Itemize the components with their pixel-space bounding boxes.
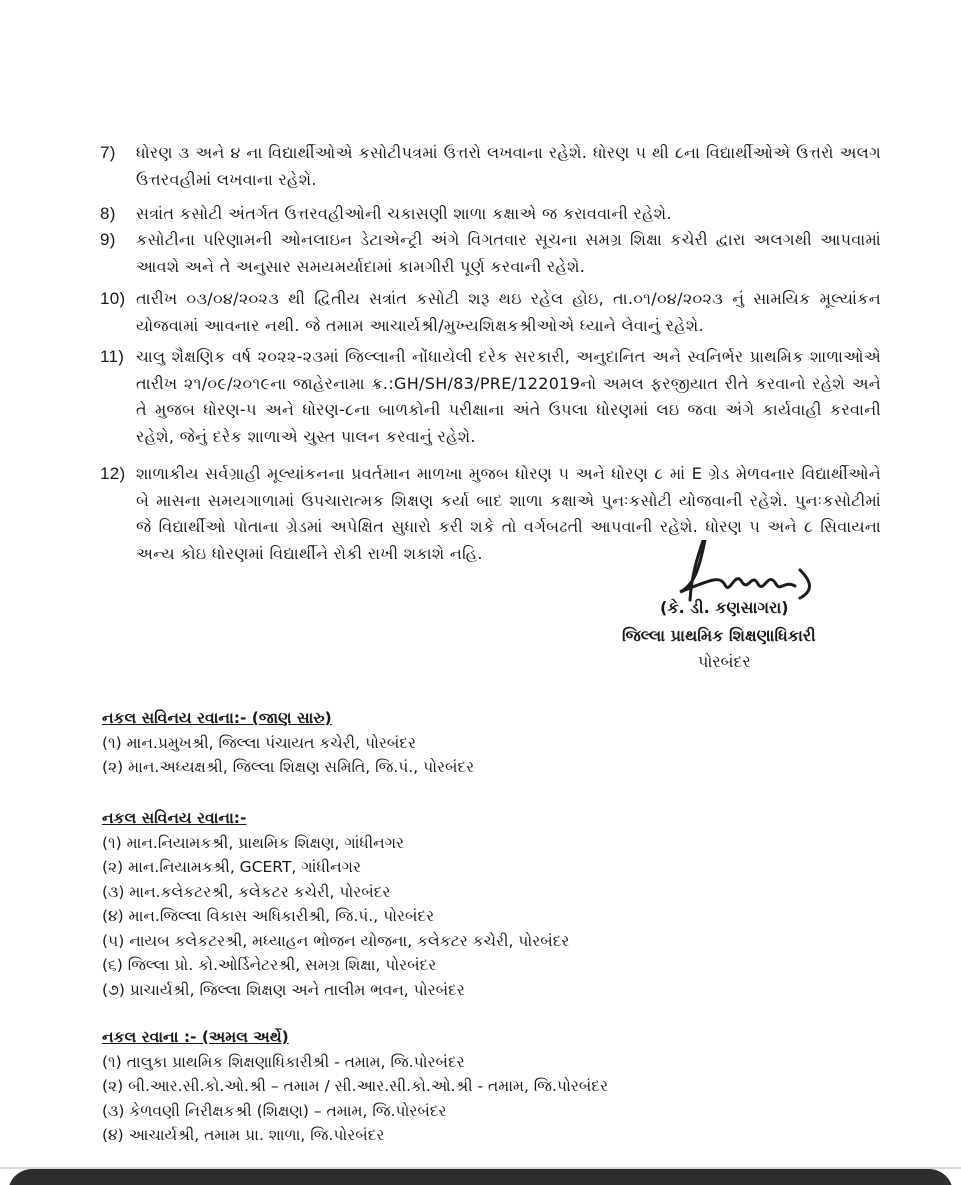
instruction-item <box>100 227 881 280</box>
officer-designation: જિલ્લા પ્રાથમિક શિક્ષણાધિકારી <box>622 626 816 645</box>
instruction-item <box>100 344 881 450</box>
instruction-item <box>100 286 881 339</box>
cc-item: (૪) માન.જિલ્લા વિકાસ અધિકારીશ્રી, જિ.પં., પોરબંદર <box>102 907 435 925</box>
bottom-panel <box>8 1169 953 1185</box>
instruction-text: ધોરણ ૩ અને ૪ ના વિદ્યાર્થીઓએ કસોટીપત્રમાં ઉત્તરો લખવાના રહેશે. ધોરણ ૫ થી ૮ના વિદ્યાર્થીઓએ ઉત્તરો અલગ ઉત્તરવહીમાં લખવાના રહેશે. <box>136 143 881 189</box>
instruction-number: 12) <box>100 464 126 483</box>
cc-group <box>102 1025 608 1148</box>
cc-item: (૪) આચાર્યશ્રી, તમામ પ્રા. શાળા, જિ.પોરબંદર <box>102 1126 385 1144</box>
instruction-number: 7) <box>100 143 116 162</box>
instruction-text: ચાલુ શૈક્ષણિક વર્ષ ૨૦૨૨-૨૩માં જિલ્લાની નોંધાયેલી દરેક સરકારી, અનુદાનિત અને સ્વનિર્ભર પ્રાથમિક શાળાઓએ તારીખ ૨૧/૦૯/૨૦૧૯ના જાહેરનામા ક્ર.:GH/SH/83/PRE/122019નો અમલ ફરજીયાત રીતે કરવાનો રહેશે અને તે મુજબ ધોરણ-૫ અને ધોરણ-૮ના બાળકોની પરીક્ષાના અંતે ઉપલા ધોરણમાં લઇ જવા અંગે કાર્યવાહી કરવાની રહેશે, જેનું દરેક શાળાએ ચુસ્ત પાલન કરવાનું રહેશે. <box>136 347 881 446</box>
instruction-number: 10) <box>100 289 126 308</box>
cc-item: (૩) કેળવણી નિરીક્ષકશ્રી (શિક્ષણ) – તમામ, જિ.પોરબંદર <box>102 1101 447 1120</box>
cc-item: (૩) માન.કલેકટરશ્રી, કલેકટર કચેરી, પોરબંદર <box>102 882 391 901</box>
officer-name: (કે. ડી. કણસાગરા) <box>660 598 789 617</box>
cc-heading: નકલ સવિનય રવાના:- (જાણ સારુ) <box>102 709 332 727</box>
instruction-text: સત્રાંત કસોટી અંતર્ગત ઉત્તરવહીઓની ચકાસણી શાળા કક્ષાએ જ કરાવવાની રહેશે. <box>136 204 672 223</box>
cc-item: (૨) બી.આર.સી.કો.ઓ.શ્રી – તમામ / સી.આર.સી.કો.ઓ.શ્રી - તમામ, જિ.પોરબંદર <box>102 1077 608 1095</box>
cc-item: (૫) નાયબ કલેકટરશ્રી, મધ્યાહન ભોજન યોજના, કલેકટર કચેરી, પોરબંદર <box>102 931 570 950</box>
cc-item: (૨) માન.નિયામકશ્રી, GCERT, ગાંધીનગર <box>102 858 361 876</box>
cc-item: (૧) તાલુકા પ્રાથમિક શિક્ષણાધિકારીશ્રી - તમામ, જિ.પોરબંદર <box>102 1052 465 1071</box>
instruction-text: શાળાકીય સર્વગ્રાહી મૂલ્યાંકનના પ્રવર્તમાન માળખા મુજબ ધોરણ ૫ અને ધોરણ ૮ માં E ગ્રેડ મેળવનાર વિદ્યાર્થીઓને બે માસના સમયગાળામાં ઉપચારાત્મક શિક્ષણ કર્યા બાદ શાળા કક્ષાએ પુનઃકસોટી યોજવાની રહેશે. પુનઃકસોટીમાં જે વિદ્યાર્થીઓ પોતાના ગ્રેડમાં અપેક્ષિત સુધારો કરી શકે તો વર્ગબઢતી આપવાની રહેશે. ધોરણ ૫ અને ૮ સિવાયના અન્ય કોઇ ધોરણમાં વિદ્યાર્થીને રોકી રાખી શકાશે નહિ. <box>136 464 881 563</box>
cc-item: (૭) પ્રાચાર્યશ્રી, જિલ્લા શિક્ષણ અને તાલીમ ભવન, પોરબંદર <box>102 980 465 999</box>
instruction-number: 9) <box>100 230 116 249</box>
office-city: પોરબંદર <box>698 652 751 671</box>
cc-item: (૧) માન.નિયામકશ્રી, પ્રાથમિક શિક્ષણ, ગાંધીનગર <box>102 833 405 852</box>
instruction-text: તારીખ ૦૩/૦૪/૨૦૨૩ થી દ્વિતીય સત્રાંત કસોટી શરૂ થઇ રહેલ હોઇ, તા.૦૧/૦૪/૨૦૨૩ નું સામયિક મૂલ્યાંકન યોજવામાં આવનાર નથી. જે તમામ આચાર્યશ્રી/મુખ્યશિક્ષકશ્રીઓએ ધ્યાને લેવાનું રહેશે. <box>136 289 881 335</box>
instruction-number: 11) <box>100 347 125 366</box>
cc-item: (૨) માન.અધ્યક્ષશ્રી, જિલ્લા શિક્ષણ સમિતિ, જિ.પં., પોરબંદર <box>102 758 475 776</box>
cc-item: (૧) માન.પ્રમુખશ્રી, જિલ્લા પંચાયત કચેરી, પોરબંદર <box>102 733 417 752</box>
cc-item: (૬) જિલ્લા પ્રો. કો.ઓર્ડિનેટરશ્રી, સમગ્ર શિક્ષા, પોરબંદર <box>102 956 437 974</box>
bottom-panel-edge <box>0 1167 961 1185</box>
instruction-text: કસોટીના પરિણામની ઓનલાઇન ડેટાએન્ટ્રી અંગે વિગતવાર સૂચના સમગ્ર શિક્ષા કચેરી દ્વારા અલગથી આપવામાં આવશે અને તે અનુસાર સમયમર્યાદામાં કામગીરી પૂર્ણ કરવાની રહેશે. <box>136 230 881 276</box>
cc-heading: નકલ રવાના :- (અમલ અર્થે) <box>102 1028 289 1046</box>
cc-group <box>102 706 474 780</box>
instruction-item <box>100 201 881 228</box>
cc-heading: નકલ સવિનય રવાના:- <box>102 809 247 827</box>
cc-group <box>102 806 569 1002</box>
instruction-number: 8) <box>100 204 116 223</box>
instruction-item <box>100 140 881 193</box>
